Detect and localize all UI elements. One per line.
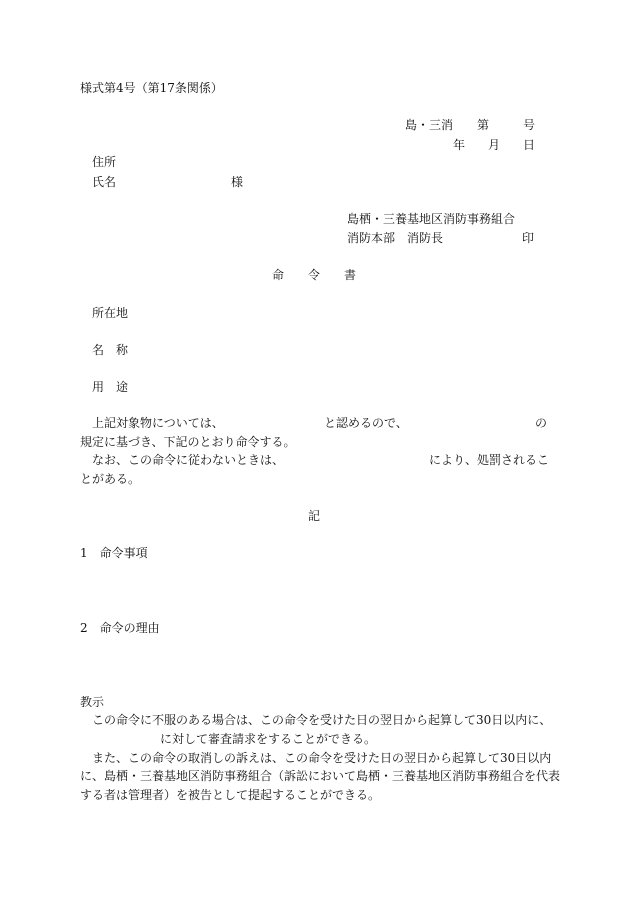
target-name-label: 名 称	[92, 343, 129, 357]
item-2: 2 命令の理由	[80, 621, 160, 635]
body-line3-b: により、処罰されるこ	[429, 453, 550, 467]
ref-go: 号	[523, 118, 536, 132]
ki-heading: 記	[308, 509, 321, 523]
body-line2: 規定に基づき、下記のとおり命令する。	[80, 435, 296, 449]
notice-line2: に対して審査請求をすることができる。	[160, 732, 377, 746]
name-label: 氏名	[92, 175, 117, 189]
notice-line4: に、島栖・三養基地区消防事務組合（訴訟において島栖・三養基地区消防事務組合を代表	[80, 769, 561, 783]
issuer-org: 島栖・三養基地区消防事務組合	[347, 212, 516, 226]
body-line1-a: 上記対象物については、	[92, 416, 224, 430]
address-label: 住所	[92, 155, 117, 169]
document-title: 命 令 書	[272, 268, 357, 282]
notice-line5: する者は管理者）を被告として提起することができる。	[80, 788, 381, 802]
notice-line3: また、この命令の取消しの訴えは、この命令を受けた日の翌日から起算して30日以内	[92, 751, 552, 765]
ref-dai: 第	[477, 118, 490, 132]
form-label: 様式第4号（第17条関係）	[80, 81, 223, 95]
use-label: 用 途	[92, 380, 129, 394]
body-line3-a: なお、この命令に従わないときは、	[92, 453, 285, 467]
notice-heading: 教示	[80, 695, 105, 709]
ref-prefix: 島・三消	[405, 118, 454, 132]
body-line1-b: と認めるので、	[324, 416, 408, 430]
issuer-title: 消防本部 消防長	[347, 231, 444, 245]
location-label: 所在地	[92, 306, 129, 320]
body-line1-c: の	[535, 416, 548, 430]
item-1: 1 命令事項	[80, 546, 148, 560]
sama-suffix: 様	[231, 175, 244, 189]
date-month: 月	[488, 138, 501, 152]
seal-mark: 印	[522, 231, 535, 245]
date-year: 年	[453, 138, 466, 152]
body-line4: とがある。	[80, 472, 141, 486]
notice-line1: この命令に不服のある場合は、この命令を受けた日の翌日から起算して30日以内に、	[92, 713, 552, 727]
date-day: 日	[523, 138, 536, 152]
